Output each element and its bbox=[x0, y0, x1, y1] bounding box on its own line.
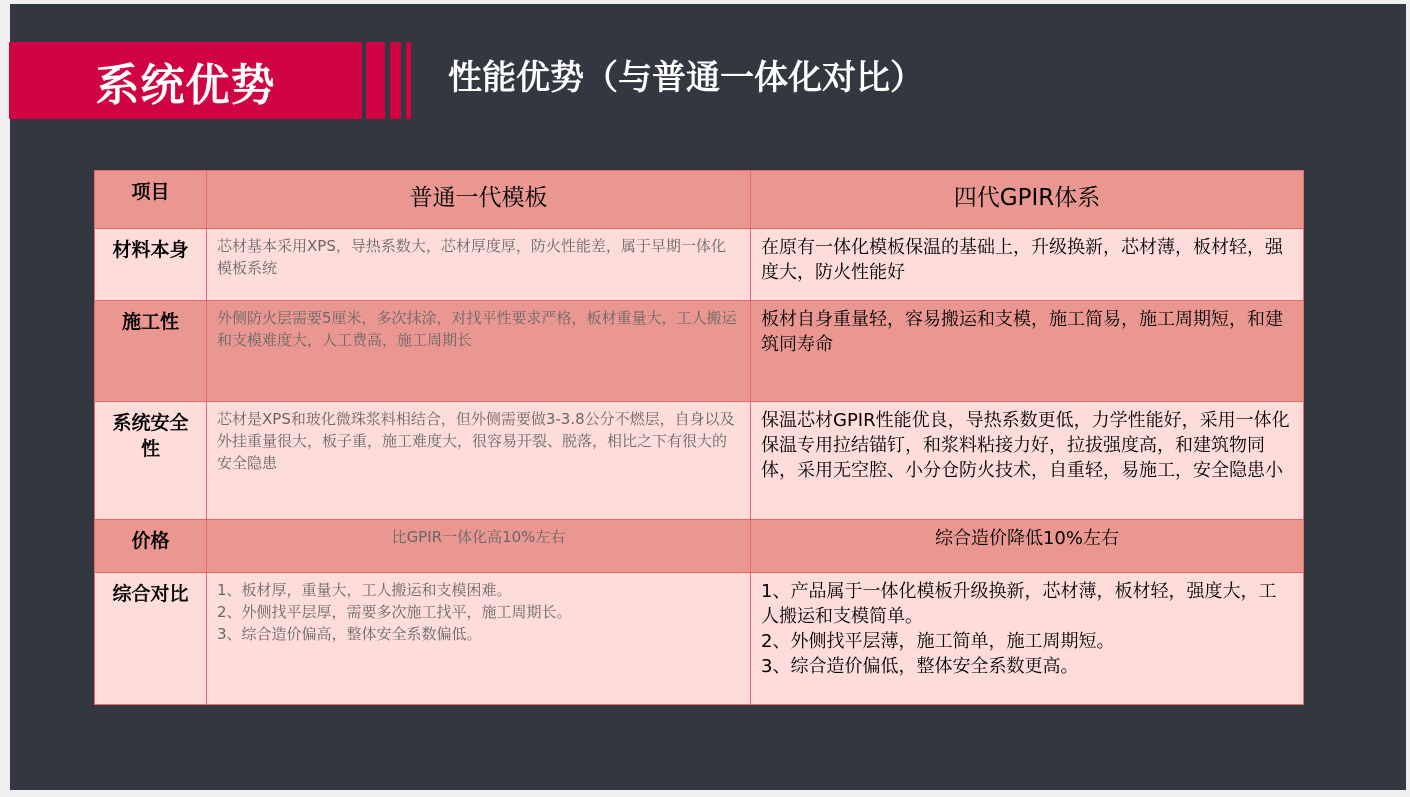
row-item: 材料本身 bbox=[95, 229, 207, 301]
table-header-row bbox=[95, 171, 1304, 229]
slide-title: 性能优势（与普通一体化对比） bbox=[448, 58, 924, 98]
row-new: 保温芯材GPIR性能优良，导热系数更低，力学性能好，采用一体化保温专用拉结锚钉，和浆料粘接力好，拉拔强度高，和建筑物同体，采用无空腔、小分仓防火技术，自重轻，易施工，安全隐患小 bbox=[751, 402, 1304, 520]
row-old: 1、板材厚，重量大，工人搬运和支模困难。 2、外侧找平层厚，需要多次施工找平，施工周期长。 3、综合造价偏高，整体安全系数偏低。 bbox=[207, 573, 751, 705]
comparison-table bbox=[94, 170, 1304, 705]
row-new: 1、产品属于一体化模板升级换新，芯材薄，板材轻，强度大，工人搬运和支模简单。 2、外侧找平层薄，施工简单，施工周期短。 3、综合造价偏低，整体安全系数更高。 bbox=[751, 573, 1304, 705]
row-old: 比GPIR一体化高10%左右 bbox=[207, 520, 751, 573]
row-item: 系统安全性 bbox=[95, 402, 207, 520]
row-new: 在原有一体化模板保温的基础上，升级换新，芯材薄，板材轻，强度大，防火性能好 bbox=[751, 229, 1304, 301]
row-old: 芯材基本采用XPS，导热系数大，芯材厚度厚，防火性能差，属于早期一体化模板系统 bbox=[207, 229, 751, 301]
banner-label: 系统优势 bbox=[95, 59, 276, 111]
header-old: 普通一代模板 bbox=[207, 171, 751, 229]
row-new: 板材自身重量轻，容易搬运和支模，施工简易，施工周期短，和建筑同寿命 bbox=[751, 301, 1304, 402]
table-row bbox=[95, 402, 1304, 520]
table-row bbox=[95, 301, 1304, 402]
section-banner bbox=[9, 42, 362, 119]
header-new: 四代GPIR体系 bbox=[751, 171, 1304, 229]
table-row bbox=[95, 520, 1304, 573]
table-row bbox=[95, 229, 1304, 301]
row-new: 综合造价降低10%左右 bbox=[751, 520, 1304, 573]
row-item: 价格 bbox=[95, 520, 207, 573]
table-row bbox=[95, 573, 1304, 705]
row-old: 外侧防火层需要5厘米，多次抹涂，对找平性要求严格，板材重量大，工人搬运和支模难度大，人工费高，施工周期长 bbox=[207, 301, 751, 402]
row-item: 施工性 bbox=[95, 301, 207, 402]
decorative-bar bbox=[366, 42, 385, 119]
row-old: 芯材是XPS和玻化微珠浆料相结合，但外侧需要做3-3.8公分不燃层，自身以及外挂重量很大，板子重，施工难度大，很容易开裂、脱落，相比之下有很大的安全隐患 bbox=[207, 402, 751, 520]
decorative-bar bbox=[406, 42, 411, 119]
row-item: 综合对比 bbox=[95, 573, 207, 705]
decorative-bar bbox=[390, 42, 401, 119]
header-item: 项目 bbox=[95, 171, 207, 229]
